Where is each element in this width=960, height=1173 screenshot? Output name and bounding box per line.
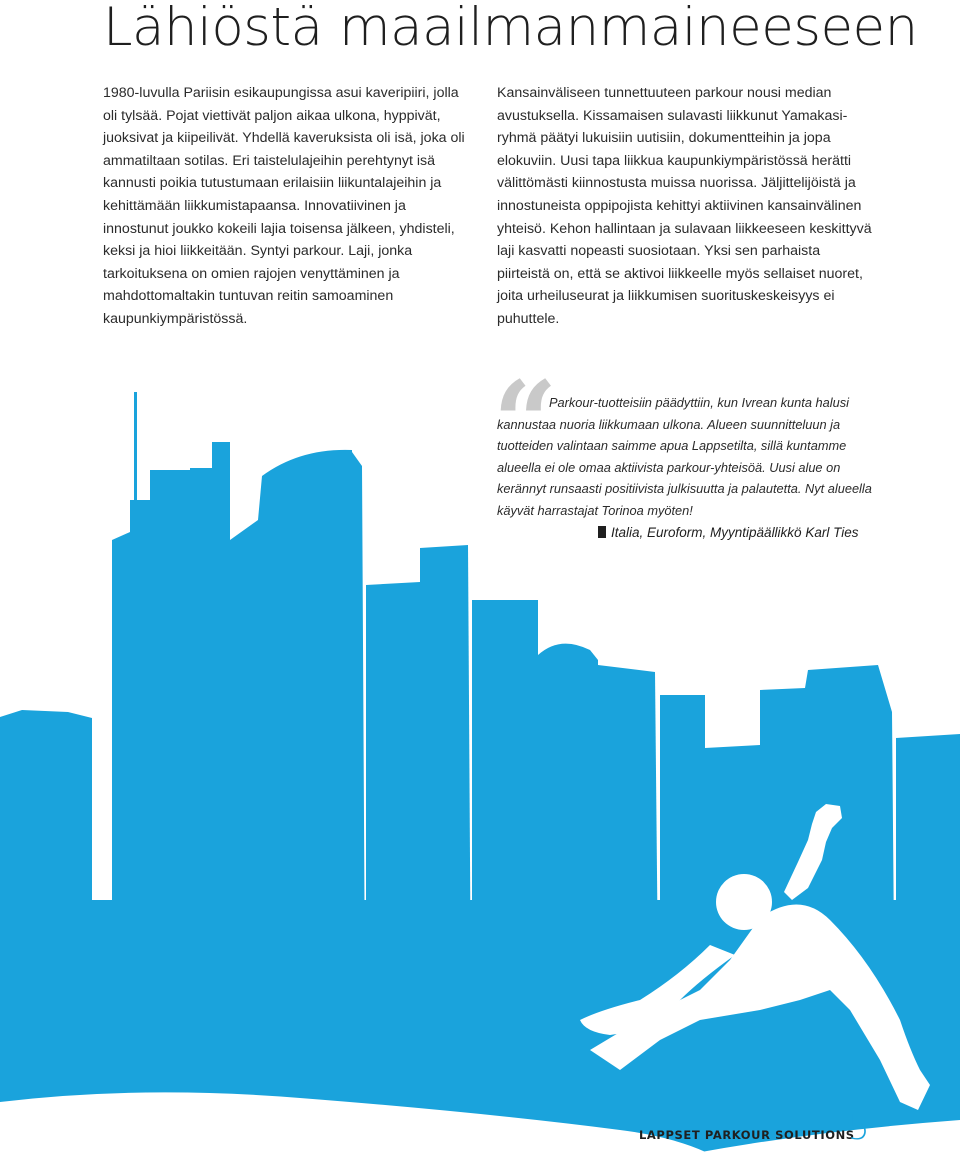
page-title: Lähiöstä maailmanmaineeseen [103,0,918,58]
body-text-right: Kansainväliseen tunnettuuteen parkour nousi median avustuksella. Kissamaisen sulavasti liikkunut Yamakasi-ryhmä päätyi lukuisiin uutisiin, dokumentteihin ja jopa elokuviin. Uusi tapa liikkua kaupunkiympäristössä herätti välittömästi kiinnostusta muissa nuorissa. Jäljittelijöistä ja innostuneista oppipojista kehittyi aktiivinen kansainvälinen yhteisö. Kehon hallintaan ja sulavaan liikkeeseen keskittyvä laji kasvatti nopeasti suosiotaan. Yksi sen parhaista piirteistä on, että se aktivoi liikkeelle myös sellaiset nuoret, joita urheiluseurat ja liikkumisen suorituskeskeisyys ei puhuttele. [497,85,872,327]
body-text-left: 1980-luvulla Pariisin esikaupungissa asui kaveripiiri, jolla oli tylsää. Pojat viettivät paljon aikaa ulkona, hyppivät, juoksivat ja kiipeilivät. Yhdellä kaveruksista oli isä, joka oli ammatiltaan sotilas. Eri taistelulajeihin perehtynyt isä kannusti poikia tutustumaan erilaisiin liikuntalajeihin ja kehittämään liikkumistapaansa. Innovatiivinen ja innostunut joukko kokeili lajia toisensa jälkeen, yhdisteli, keksi ja hioi liikkeitään. Syntyi parkour. Laji, jonka tarkoituksena on omien rajojen venyttäminen ja mahdottomaltakin tuntuvan reitin samoaminen kaupunkiympäristössä. [103,85,465,327]
testimonial-quote: Parkour-tuotteisiin päädyttiin, kun Ivrean kunta halusi kannustaa nuoria liikkumaan ulkona. Alueen suunnitteluun ja tuotteiden valintaan saimme apua Lappsetilta, sillä kuntamme alueella ei ole omaa aktiivista parkour-yhteisöä. Uusi alue on kerännyt runsaasti positiivista julkisuutta ja palautetta. Nyt alueella käyvät harrastajat Torinoa myöten! [497,395,872,518]
quote-mark-icon: “ [493,358,558,489]
page-number: 5 [848,1108,870,1148]
skyline-buildings [0,392,960,1173]
quote-attribution-text: Italia, Euroform, Myyntipäällikkö Karl Ties [611,525,859,540]
footer-brand: LAPPSET PARKOUR SOLUTIONS [639,1128,855,1142]
